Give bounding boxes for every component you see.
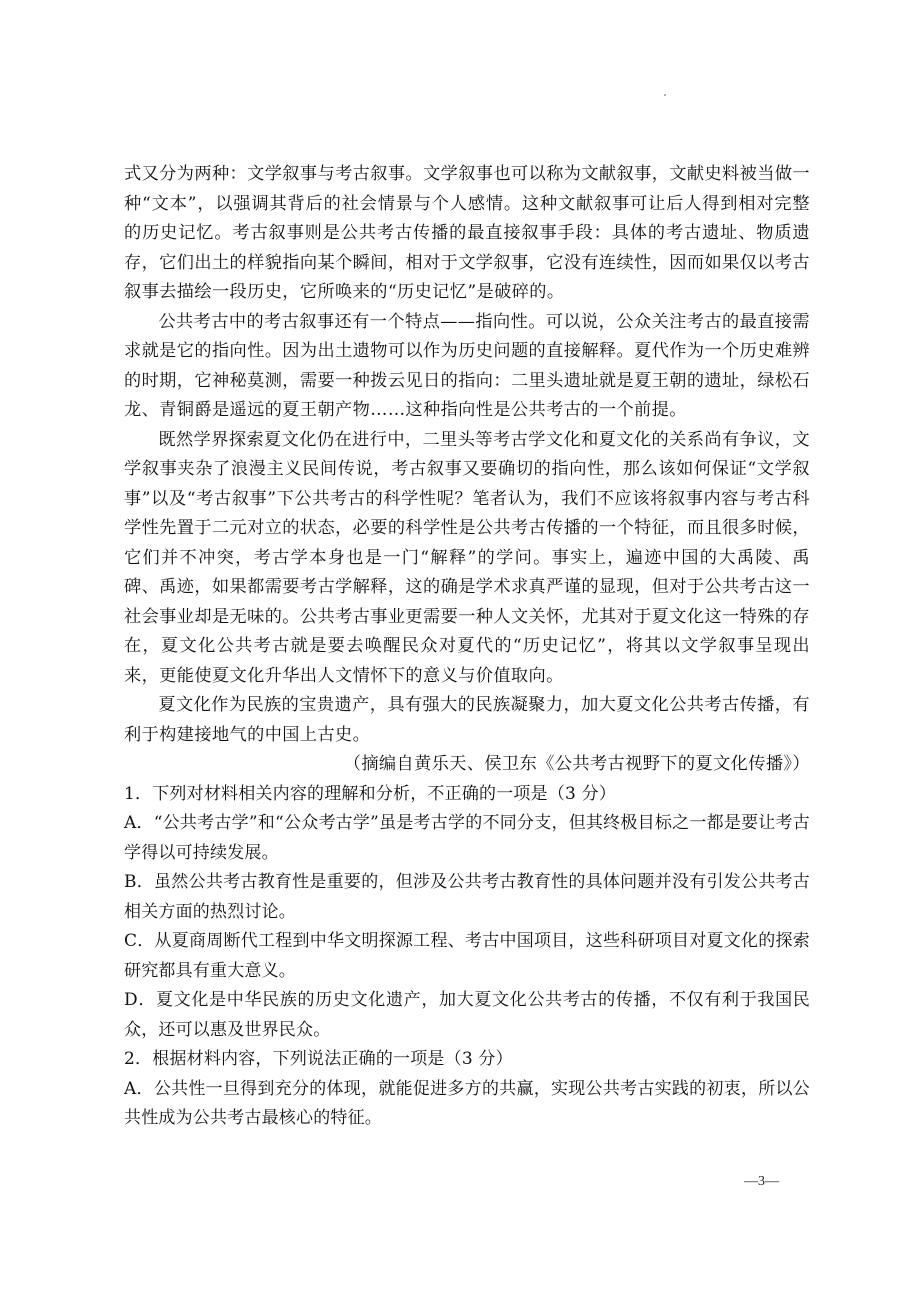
passage-paragraph-1: 式又分为两种：文学叙事与考古叙事。文学叙事也可以称为文献叙事，文献史料被当做一种“文本”，以强调其背后的社会情景与个人感情。这种文献叙事可让后人得到相对完整的历史记忆。考古叙事则是公共考古传播的最直接叙事手段：具体的考古遗址、物质遗存，它们出土的样貌指向某个瞬间，相对于文学叙事，它没有连续性，因而如果仅以考古叙事去描绘一段历史，它所唤来的“历史记忆”是破碎的。: [124, 164, 810, 302]
question-1-option-d: D．夏文化是中华民族的历史文化遗产，加大夏文化公共考古的传播，不仅有利于我国民众，还可以惠及世界民众。: [124, 990, 810, 1040]
question-1-option-b: B．虽然公共考古教育性是重要的，但涉及公共考古教育性的具体问题并没有引发公共考古相关方面的热烈讨论。: [124, 872, 810, 922]
question-1-option-c: C．从夏商周断代工程到中华文明探源工程、考古中国项目，这些科研项目对夏文化的探索研究都具有重大意义。: [124, 931, 810, 981]
document-body: [124, 160, 810, 1134]
passage-paragraph-3: 既然学界探索夏文化仍在进行中，二里头等考古学文化和夏文化的关系尚有争议，文学叙事夹杂了浪漫主义民间传说，考古叙事又要确切的指向性，那么该如何保证“文学叙事”以及“考古叙事”下公共考古的科学性呢？笔者认为，我们不应该将叙事内容与考古科学性先置于二元对立的状态，必要的科学性是公共考古传播的一个特征，而且很多时候，它们并不冲突，考古学本身也是一门“解释”的学问。事实上，遍迹中国的大禹陵、禹碑、禹迹，如果都需要考古学解释，这的确是学术求真严谨的显现，但对于公共考古这一社会事业却是无味的。公共考古事业更需要一种人文关怀，尤其对于夏文化这一特殊的存在，夏文化公共考古就是要去唤醒民众对夏代的“历史记忆”，将其以文学叙事呈现出来，更能使夏文化升华出人文情怀下的意义与价值取向。: [124, 429, 810, 686]
question-2-option-a: A．公共性一旦得到充分的体现，就能促进多方的共赢，实现公共考古实践的初衷，所以公共性成为公共考古最核心的特征。: [124, 1078, 810, 1128]
question-1: [124, 780, 810, 1046]
page-number: —3—: [744, 1174, 779, 1189]
question-1-option-a: A．“公共考古学”和“公众考古学”虽是考古学的不同分支，但其终极目标之一都是要让考古学得以可持续发展。: [124, 813, 810, 863]
passage-paragraph-4: 夏文化作为民族的宝贵遗产，具有强大的民族凝聚力，加大夏文化公共考古传播，有利于构建接地气的中国上古史。: [124, 695, 810, 745]
question-2-stem: 2．根据材料内容，下列说法正确的一项是（3 分）: [124, 1049, 513, 1069]
question-2: [124, 1045, 810, 1134]
scan-speck: [664, 94, 666, 96]
passage-source-citation: （摘编自黄乐天、侯卫东《公共考古视野下的夏文化传播》）: [343, 754, 810, 774]
passage-paragraph-2: 公共考古中的考古叙事还有一个特点——指向性。可以说，公众关注考古的最直接需求就是它的指向性。因为出土遗物可以作为历史问题的直接解释。夏代作为一个历史难辨的时期，它神秘莫测，需要一种拨云见日的指向：二里头遗址就是夏王朝的遗址，绿松石龙、青铜爵是遥远的夏王朝产物……这种指向性是公共考古的一个前提。: [124, 311, 810, 420]
question-1-stem: 1．下列对材料相关内容的理解和分析，不正确的一项是（3 分）: [124, 783, 617, 804]
